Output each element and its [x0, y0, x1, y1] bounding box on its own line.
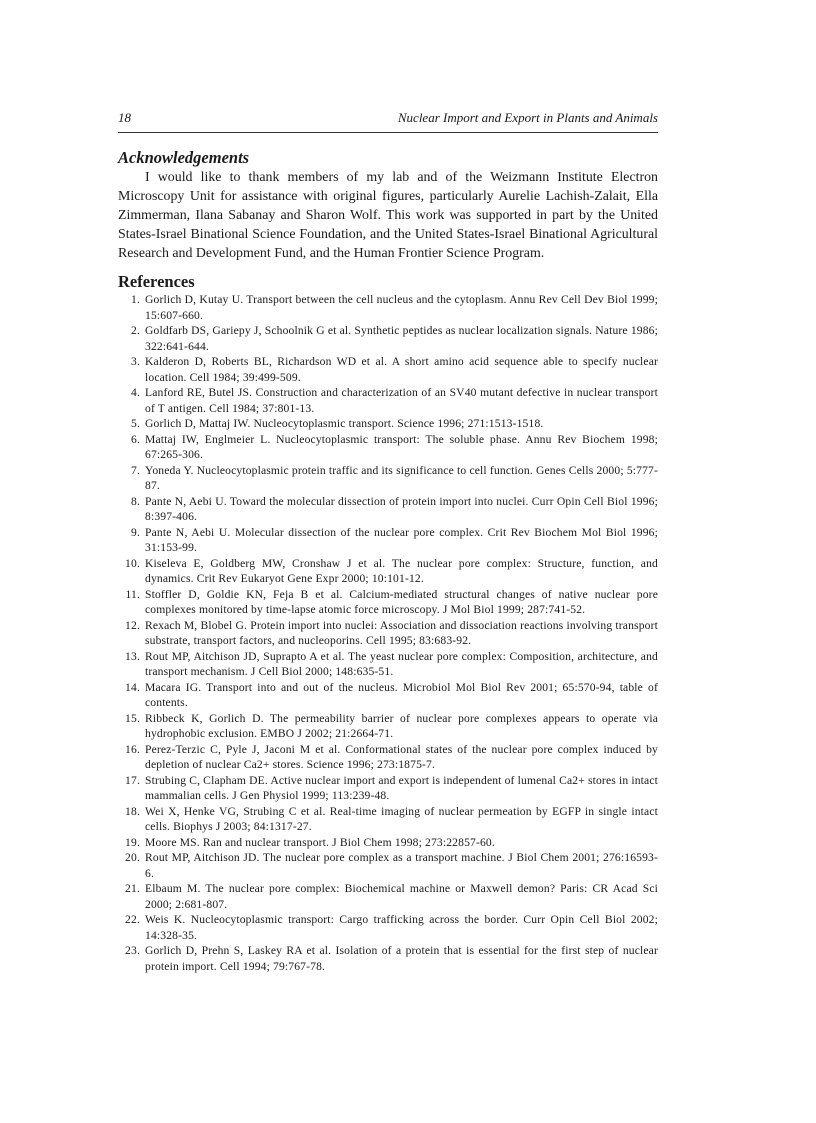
reference-number: 9. — [131, 525, 140, 539]
reference-text: Mattaj IW, Englmeier L. Nucleocytoplasmic transport: The soluble phase. Annu Rev Biochem 1998; 67:265-306. — [145, 432, 658, 461]
reference-text: Macara IG. Transport into and out of the nucleus. Microbiol Mol Biol Rev 2001; 65:570-94, table of contents. — [145, 680, 658, 709]
running-title: Nuclear Import and Export in Plants and Animals — [397, 110, 658, 125]
reference-item — [118, 385, 658, 416]
reference-item — [118, 773, 658, 804]
reference-number: 23. — [125, 944, 140, 957]
reference-item — [118, 416, 658, 432]
references-section — [118, 272, 658, 974]
reference-item — [118, 881, 658, 912]
reference-number: 17. — [125, 773, 140, 787]
reference-item — [118, 912, 658, 943]
reference-number: 11. — [125, 587, 140, 601]
reference-number: 7. — [131, 463, 140, 477]
reference-item — [118, 943, 658, 974]
reference-number: 21. — [125, 882, 140, 895]
reference-item — [118, 323, 658, 354]
reference-item — [118, 432, 658, 463]
reference-number: 10. — [125, 556, 140, 570]
reference-text: Lanford RE, Butel JS. Construction and characterization of an SV40 mutant defective in nuclear transport of T antigen. Cell 1984; 37:801-13. — [145, 386, 658, 415]
reference-number: 4. — [131, 386, 140, 399]
reference-text: Ribbeck K, Gorlich D. The permeability barrier of nuclear pore complexes appears to operate via hydrophobic exclusion. EMBO J 2002; 21:2664-71. — [145, 711, 658, 740]
reference-number: 5. — [131, 417, 140, 430]
reference-text: Yoneda Y. Nucleocytoplasmic protein traffic and its significance to cell function. Genes Cells 2000; 5:777-87. — [145, 463, 658, 492]
reference-text: Rout MP, Aitchison JD, Suprapto A et al. The yeast nuclear pore complex: Composition, architecture, and transport mechanism. J Cell Biol 2000; 148:635-51. — [145, 649, 658, 678]
reference-text: Rout MP, Aitchison JD. The nuclear pore complex as a transport machine. J Biol Chem 2001; 276:16593-6. — [145, 851, 658, 880]
reference-text: Moore MS. Ran and nuclear transport. J Biol Chem 1998; 273:22857-60. — [145, 835, 495, 849]
reference-number: 8. — [131, 494, 140, 508]
reference-item — [118, 711, 658, 742]
reference-text: Gorlich D, Kutay U. Transport between the cell nucleus and the cytoplasm. Annu Rev Cell Dev Biol 1999; 15:607-660. — [145, 293, 658, 322]
reference-number: 1. — [131, 293, 140, 306]
acknowledgements-heading: Acknowledgements — [118, 148, 250, 167]
reference-list — [118, 292, 658, 974]
reference-text: Perez-Terzic C, Pyle J, Jaconi M et al. Conformational states of the nuclear pore complex induced by depletion of nuclear Ca2+ stores. Science 1996; 273:1875-7. — [145, 742, 658, 771]
reference-text: Strubing C, Clapham DE. Active nuclear import and export is independent of lumenal Ca2+ stores in intact mammalian cells. J Gen Physiol 1999; 113:239-48. — [145, 773, 658, 802]
reference-item — [118, 835, 658, 851]
reference-number: 6. — [131, 432, 140, 446]
reference-item — [118, 354, 658, 385]
reference-item — [118, 804, 658, 835]
reference-text: Stoffler D, Goldie KN, Feja B et al. Calcium-mediated structural changes of native nuclear pore complexes monitored by time-lapse atomic force microscopy. J Mol Biol 1999; 287:741-52. — [145, 587, 658, 616]
reference-text: Wei X, Henke VG, Strubing C et al. Real-time imaging of nuclear permeation by EGFP in single intact cells. Biophys J 2003; 84:1317-27. — [145, 804, 658, 833]
reference-number: 16. — [125, 742, 140, 756]
reference-text: Pante N, Aebi U. Toward the molecular dissection of protein import into nuclei. Curr Opin Cell Biol 1996; 8:397-406. — [145, 494, 658, 523]
reference-item — [118, 494, 658, 525]
reference-item — [118, 587, 658, 618]
reference-number: 20. — [125, 851, 140, 864]
reference-text: Weis K. Nucleocytoplasmic transport: Cargo trafficking across the border. Curr Opin Cell Biol 2002; 14:328-35. — [145, 913, 658, 942]
reference-item — [118, 680, 658, 711]
reference-number: 14. — [125, 680, 140, 694]
reference-item — [118, 742, 658, 773]
reference-text: Kalderon D, Roberts BL, Richardson WD et al. A short amino acid sequence able to specify nuclear location. Cell 1984; 39:499-509. — [145, 355, 658, 384]
reference-number: 3. — [131, 355, 140, 368]
reference-item — [118, 618, 658, 649]
reference-text: Elbaum M. The nuclear pore complex: Biochemical machine or Maxwell demon? Paris: CR Acad Sci 2000; 2:681-807. — [145, 882, 658, 911]
reference-number: 12. — [125, 618, 140, 632]
reference-number: 2. — [131, 324, 140, 337]
reference-number: 19. — [125, 835, 140, 849]
running-header — [118, 110, 658, 133]
reference-item — [118, 649, 658, 680]
references-heading: References — [118, 272, 195, 291]
reference-number: 18. — [125, 804, 140, 818]
reference-item — [118, 556, 658, 587]
reference-text: Gorlich D, Prehn S, Laskey RA et al. Isolation of a protein that is essential for the first step of nuclear protein import. Cell 1994; 79:767-78. — [145, 944, 658, 973]
reference-number: 15. — [125, 711, 140, 725]
reference-item — [118, 525, 658, 556]
reference-text: Goldfarb DS, Gariepy J, Schoolnik G et al. Synthetic peptides as nuclear localization signals. Nature 1986; 322:641-644. — [145, 324, 658, 353]
page-number: 18 — [118, 110, 131, 125]
reference-number: 22. — [125, 913, 140, 926]
reference-number: 13. — [125, 649, 140, 663]
reference-text: Rexach M, Blobel G. Protein import into nuclei: Association and dissociation reactions involving transport substrate, transport factors, and nucleoporins. Cell 1995; 83:683-92. — [145, 618, 658, 647]
reference-item — [118, 463, 658, 494]
reference-item — [118, 850, 658, 881]
reference-item — [118, 292, 658, 323]
reference-text: Gorlich D, Mattaj IW. Nucleocytoplasmic transport. Science 1996; 271:1513-1518. — [145, 417, 544, 430]
reference-text: Pante N, Aebi U. Molecular dissection of the nuclear pore complex. Crit Rev Biochem Mol Biol 1996; 31:153-99. — [145, 525, 658, 554]
acknowledgements-section — [118, 148, 658, 263]
reference-text: Kiseleva E, Goldberg MW, Cronshaw J et al. The nuclear pore complex: Structure, function, and dynamics. Crit Rev Eukaryot Gene Expr 2000; 10:101-12. — [145, 556, 658, 585]
acknowledgements-body: I would like to thank members of my lab and of the Weizmann Institute Electron Microscopy Unit for assistance with original figures, particularly Aurelie Lachish-Zalait, Ella Zimmerman, Ilana Sabanay and Sharon Wolf. This work was supported in part by the United States-Israel Binational Science Foundation, and the United States-Israel Binational Agricultural Research and Development Fund, and the Human Frontier Science Program. — [118, 170, 658, 261]
